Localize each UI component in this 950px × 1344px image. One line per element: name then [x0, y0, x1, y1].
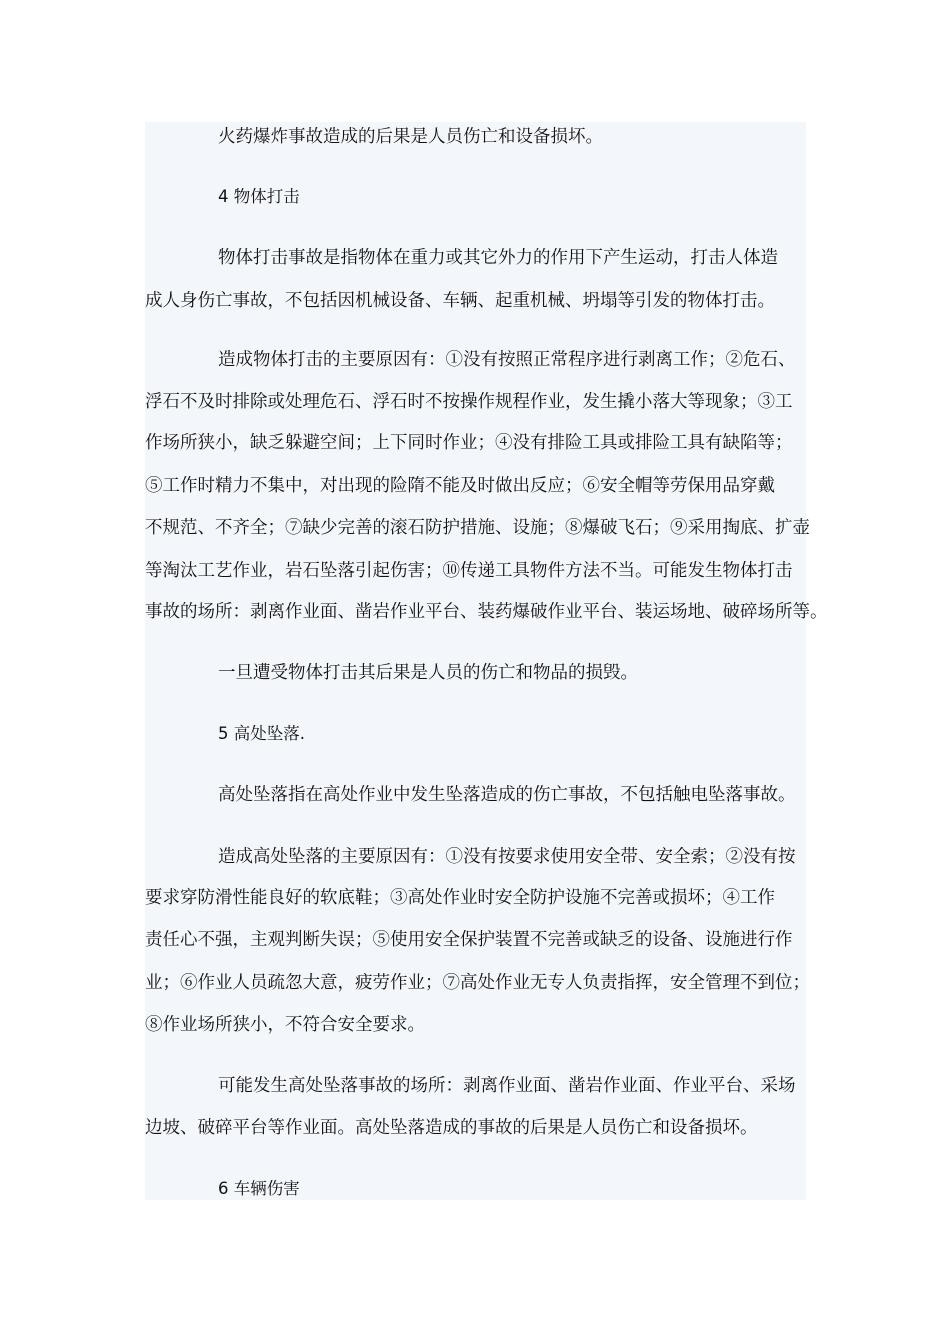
- paragraph-line: 事故的场所：剥离作业面、凿岩作业平台、装药爆破作业平台、装运场地、破碎场所等。: [145, 602, 828, 622]
- section-heading: 5 高处坠落.: [218, 724, 305, 743]
- section-heading: 4 物体打击: [218, 187, 300, 206]
- document-body: [145, 122, 828, 1200]
- paragraph-line: 等淘汰工艺作业，岩石坠落引起伤害；⑩传递工具物件方法不当。可能发生物体打击: [145, 561, 793, 581]
- paragraph-line: 火药爆炸事故造成的后果是人员伤亡和设备损坏。: [218, 127, 603, 147]
- paragraph-line: 高处坠落指在高处作业中发生坠落造成的伤亡事故，不包括触电坠落事故。: [218, 785, 796, 805]
- paragraph-line: 业；⑥作业人员疏忽大意，疲劳作业；⑦高处作业无专人负责指挥，安全管理不到位；: [145, 973, 810, 993]
- paragraph-line: 要求穿防滑性能良好的软底鞋；③高处作业时安全防护设施不完善或损坏；④工作: [145, 888, 775, 908]
- paragraph-line: 造成高处坠落的主要原因有：①没有按要求使用安全带、安全索；②没有按: [218, 847, 796, 867]
- paragraph-line: 一旦遭受物体打击其后果是人员的伤亡和物品的损毁。: [218, 663, 638, 683]
- section-heading: 6 车辆伤害: [218, 1179, 300, 1198]
- paragraph-line: 不规范、不齐全；⑦缺少完善的滚石防护措施、设施；⑧爆破飞石；⑨采用掏底、扩壶: [145, 518, 810, 538]
- paragraph-line: 浮石不及时排除或处理危石、浮石时不按操作规程作业，发生撬小落大等现象；③工: [145, 392, 793, 412]
- paragraph-line: 成人身伤亡事故，不包括因机械设备、车辆、起重机械、坍塌等引发的物体打击。: [145, 291, 775, 311]
- paragraph-line: 作场所狭小，缺乏躲避空间；上下同时作业；④没有排险工具或排险工具有缺陷等；: [145, 433, 793, 453]
- paragraph-line: 责任心不强，主观判断失误；⑤使用安全保护装置不完善或缺乏的设备、设施进行作: [145, 930, 793, 950]
- paragraph-line: 边坡、破碎平台等作业面。高处坠落造成的事故的后果是人员伤亡和设备损坏。: [145, 1118, 758, 1138]
- paragraph-line: 可能发生高处坠落事故的场所：剥离作业面、凿岩作业面、作业平台、采场: [218, 1076, 796, 1096]
- paragraph-line: ⑤工作时精力不集中，对出现的险隋不能及时做出反应；⑥安全帽等劳保用品穿戴: [145, 476, 775, 496]
- paragraph-line: 物体打击事故是指物体在重力或其它外力的作用下产生运动，打击人体造: [218, 248, 778, 268]
- paragraph-line: ⑧作业场所狭小，不符合安全要求。: [145, 1015, 425, 1035]
- paragraph-line: 造成物体打击的主要原因有：①没有按照正常程序进行剥离工作；②危石、: [218, 350, 796, 370]
